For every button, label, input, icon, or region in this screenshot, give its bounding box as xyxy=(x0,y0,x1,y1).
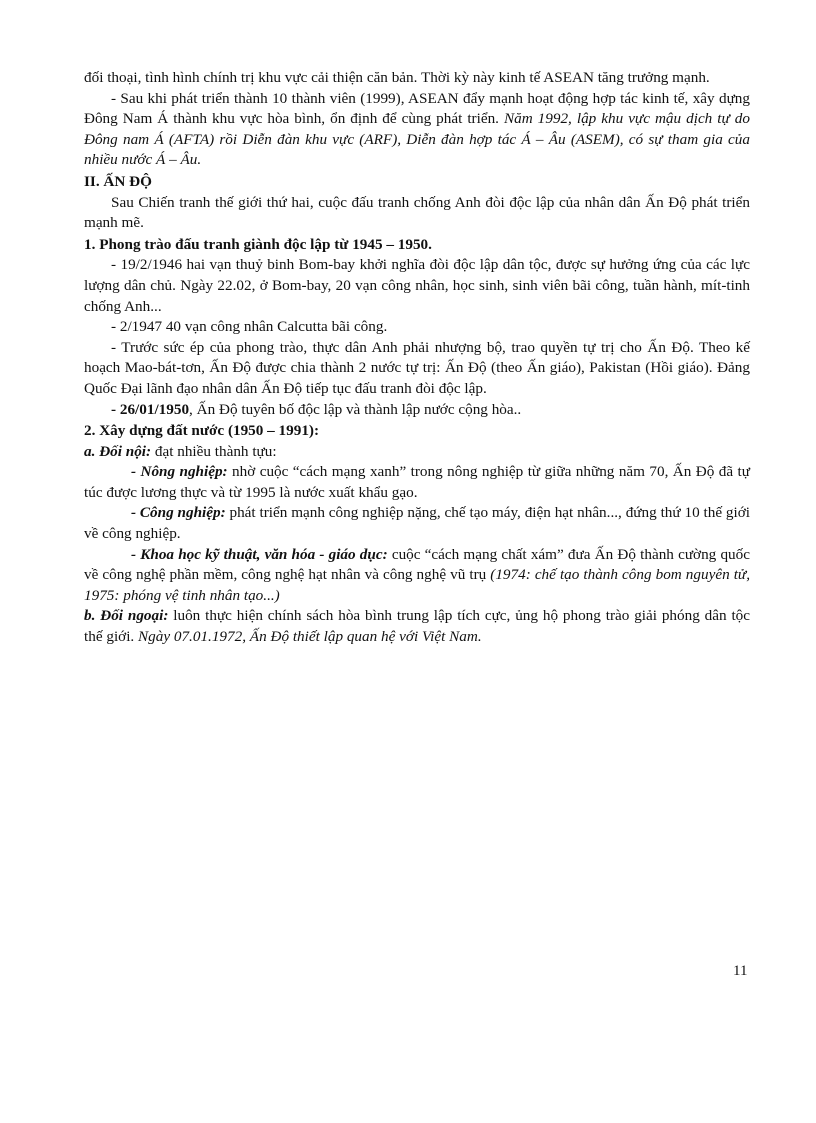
paragraph-asean-expansion xyxy=(84,89,750,171)
foreign-policy-note: Ngày 07.01.1972, Ấn Độ thiết lập quan hệ với Việt Nam. xyxy=(138,628,482,646)
subsection-title-building: 2. Xây dựng đất nước (1950 – 1991): xyxy=(84,422,320,440)
document-page xyxy=(84,68,750,648)
subsection-title-independence: 1. Phong trào đấu tranh giành độc lập từ 1945 – 1950. xyxy=(84,235,432,253)
domestic-label: a. Đối nội: xyxy=(84,442,152,460)
list-item-calcutta-strike: - 2/1947 40 vạn công nhân Calcutta bãi công. xyxy=(111,318,388,336)
paragraph-independence-1950 xyxy=(84,400,750,421)
list-item-mountbatten-plan: - Trước sức ép của phong trào, thực dân Anh phải nhượng bộ, trao quyền tự trị cho Ấn Độ. Theo kế hoạch Mao-bát-tơn, Ấn Độ được chia thành 2 nước tự trị: Ấn Độ (theo Ấn giáo), Pakistan (Hồi giáo). Đảng Quốc Đại lãnh đạo nhân dân Ấn Độ tiếp tục đấu tranh đòi độc lập. xyxy=(84,338,750,397)
paragraph-industry xyxy=(84,503,750,544)
science-label: - Khoa học kỹ thuật, văn hóa - giáo dục: xyxy=(131,545,388,563)
foreign-policy-text: luôn thực hiện chính sách hòa bình trung lập tích cực, ủng hộ phong trào giải phóng dân tộc thế giới. xyxy=(84,607,750,646)
science-note: (1974: chế tạo thành công bom nguyên tử, 1975: phóng vệ tinh nhân tạo...) xyxy=(84,566,751,604)
paragraph-foreign-policy xyxy=(84,606,750,647)
asean-afta-note: Năm 1992, lập khu vực mậu dịch tự do Đông nam Á (AFTA) rồi Diễn đàn khu vực (ARF), Diễn đàn hợp tác Á – Âu (ASEM), có sự tham gia của nhiều nước Á – Âu. xyxy=(84,110,750,169)
paragraph-india-intro: Sau Chiến tranh thế giới thứ hai, cuộc đấu tranh chống Anh đòi độc lập của nhân dân Ấn Độ phát triển mạnh mẽ. xyxy=(84,193,750,232)
foreign-policy-label: b. Đối ngoại: xyxy=(84,607,169,625)
section-title-india: II. ẤN ĐỘ xyxy=(84,172,152,190)
agriculture-label: - Nông nghiệp: xyxy=(131,463,228,481)
industry-text: phát triển mạnh công nghiệp nặng, chế tạo máy, điện hạt nhân..., đứng thứ 10 thế giới về công nghiệp. xyxy=(84,504,750,543)
list-item-bombay-uprising: - 19/2/1946 hai vạn thuỷ binh Bom-bay khởi nghĩa đòi độc lập dân tộc, được sự hưởng ứng của các lực lượng dân chủ. Ngày 22.02, ở Bom-bay, 20 vạn công nhân, học sinh, sinh viên bãi công, tuần hành, mít-tinh chống Anh... xyxy=(84,256,750,315)
independence-text: , Ấn Độ tuyên bố độc lập và thành lập nước cộng hòa.. xyxy=(189,400,522,418)
domestic-text: đạt nhiều thành tựu: xyxy=(151,442,277,460)
industry-label: - Công nghiệp: xyxy=(131,504,226,522)
page-number: 11 xyxy=(733,963,748,979)
asean-expansion-text: - Sau khi phát triển thành 10 thành viên (1999), ASEAN đẩy mạnh hoạt động hợp tác kinh tế, xây dựng Đông Nam Á thành khu vực hòa bình, ổn định để cùng phát triển. xyxy=(84,89,750,128)
paragraph-asean-growth: đối thoại, tình hình chính trị khu vực cải thiện căn bản. Thời kỳ này kinh tế ASEAN tăng trưởng mạnh. xyxy=(84,69,710,86)
science-text: cuộc “cách mạng chất xám” đưa Ấn Độ thành cường quốc về công nghệ phần mềm, công nghệ hạt nhân và công nghệ vũ trụ xyxy=(84,545,750,584)
independence-date: - 26/01/1950 xyxy=(111,400,190,418)
paragraph-agriculture xyxy=(84,462,750,503)
paragraph-domestic xyxy=(84,442,750,463)
paragraph-science xyxy=(84,545,750,607)
agriculture-text: nhờ cuộc “cách mạng xanh” trong nông nghiệp từ giữa những năm 70, Ấn Độ đã tự túc được lương thực và từ 1995 là nước xuất khẩu gạo. xyxy=(84,463,750,501)
